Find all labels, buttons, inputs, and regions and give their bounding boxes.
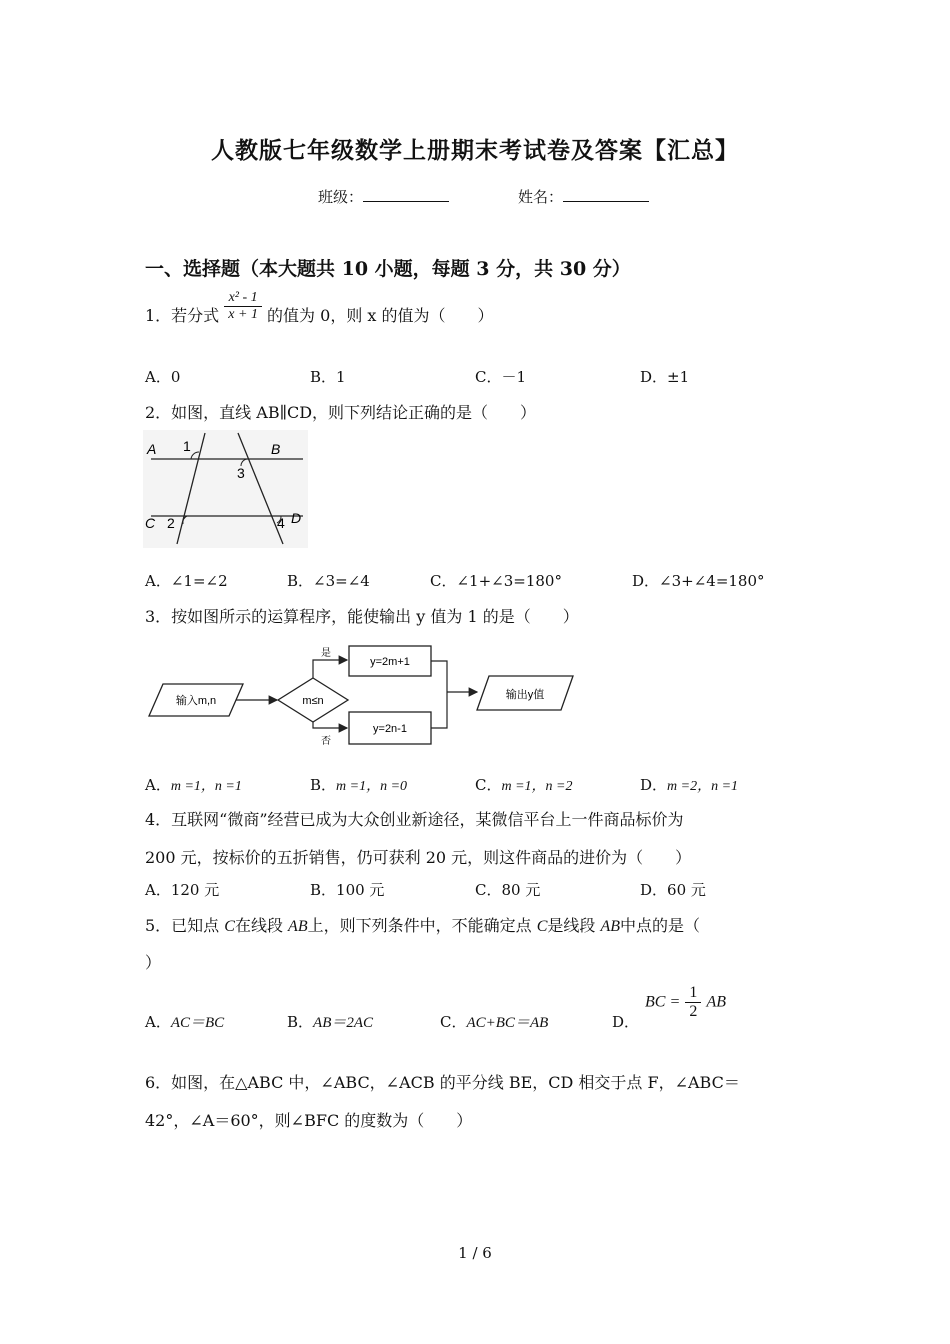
q3-option-b-letter: B． [310, 776, 337, 794]
q3-option-b-math: m =1，n =0 [336, 779, 408, 794]
q1-option-b[interactable]: B．1 [310, 368, 346, 386]
condition-label: m≤n [302, 695, 324, 707]
output-label: 输出y值 [505, 689, 545, 701]
q5-d-rhs: AB [706, 993, 726, 1011]
q2-option-b[interactable]: B．∠3=∠4 [287, 572, 370, 590]
q5-option-c-letter: C． [440, 1013, 467, 1031]
q4-option-d[interactable]: D．60 元 [640, 881, 706, 899]
q1-denominator: x + 1 [228, 307, 258, 322]
q2-option-a[interactable]: A．∠1=∠2 [145, 572, 228, 590]
q5-option-d-letter[interactable]: D． [612, 1013, 640, 1031]
q3-option-a-letter: A． [145, 776, 171, 794]
q4-option-c[interactable]: C．80 元 [475, 881, 541, 899]
q5-t3: 在线段 [234, 916, 289, 935]
q5-option-a-math: AC＝BC [170, 1015, 225, 1031]
label-2: 2 [167, 515, 175, 531]
label-4: 4 [277, 515, 285, 531]
q5-option-c-math: AC+BC＝AB [466, 1015, 549, 1031]
question-6-line-2: 42°，∠A＝60°，则∠BFC 的度数为（ ） [145, 1111, 473, 1130]
no-label: 否 [321, 736, 331, 747]
class-blank[interactable] [363, 187, 449, 202]
question-6-line-1: 6．如图，在△ABC 中，∠ABC，∠ACB 的平分线 BE，CD 相交于点 F，∠ABC＝ [145, 1073, 740, 1092]
section-heading: 一、选择题（本大题共 10 小题，每题 3 分，共 30 分） [145, 258, 631, 280]
label-3: 3 [237, 465, 245, 481]
q5-t5: 上，则下列条件中，不能确定点 [307, 916, 537, 935]
page-title: 人教版七年级数学上册期末考试卷及答案【汇总】 [211, 137, 739, 164]
q3-option-d[interactable] [640, 774, 738, 795]
name-field [518, 186, 649, 207]
q5-t8: AB [600, 918, 620, 935]
q5-d-numerator: 1 [685, 984, 701, 1003]
q1-prefix: 1．若分式 [145, 306, 220, 325]
question-3: 3．按如图所示的运算程序，能使输出 y 值为 1 的是（ ） [145, 607, 579, 626]
label-a: A [147, 441, 157, 457]
q5-option-b-letter: B． [287, 1013, 314, 1031]
q1-suffix: 的值为 0，则 x 的值为（ ） [267, 306, 494, 325]
q5-t6: C [536, 918, 548, 935]
question-1 [145, 290, 494, 326]
top-formula: y=2m+1 [370, 656, 410, 668]
label-b: B [271, 441, 281, 457]
question-4-line-2: 200 元，按标价的五折销售，仍可获利 20 元，则这件商品的进价为（ ） [145, 848, 692, 867]
q5-option-b-math: AB＝2AC [313, 1015, 374, 1031]
q5-option-a[interactable] [145, 1011, 224, 1032]
q2-option-c[interactable]: C．∠1+∠3=180° [430, 572, 562, 590]
q3-option-a[interactable] [145, 774, 242, 795]
q5-option-c[interactable] [440, 1011, 548, 1032]
q5-option-a-letter: A． [145, 1013, 171, 1031]
q5-option-d-math[interactable] [645, 984, 726, 1021]
q5-t4: AB [288, 918, 308, 935]
class-label: 班级： [318, 188, 364, 206]
q4-option-a[interactable]: A．120 元 [145, 881, 220, 899]
q3-option-d-math: m =2，n =1 [667, 779, 739, 794]
q3-option-a-math: m =1，n =1 [170, 779, 242, 794]
q3-option-c[interactable] [475, 774, 573, 795]
class-field [318, 186, 449, 207]
q3-option-b[interactable] [310, 774, 407, 795]
q5-option-b[interactable] [287, 1011, 373, 1032]
label-1: 1 [183, 438, 191, 454]
q1-option-d[interactable]: D．±1 [640, 368, 690, 386]
question-4-line-1: 4．互联网“微商”经营已成为大众创业新途径，某微信平台上一件商品标价为 [145, 810, 684, 829]
question-2: 2．如图，直线 AB∥CD，则下列结论正确的是（ ） [145, 403, 537, 422]
q5-d-fraction [685, 984, 701, 1021]
q5-t2: C [224, 918, 235, 935]
input-label: 输入m,n [175, 695, 217, 707]
q3-option-c-letter: C． [475, 776, 502, 794]
q1-option-a[interactable]: A．0 [145, 368, 181, 386]
bottom-formula: y=2n-1 [373, 723, 407, 735]
label-c: C [145, 515, 156, 531]
q4-option-b[interactable]: B．100 元 [310, 881, 385, 899]
q5-t1: 5．已知点 [145, 916, 225, 935]
name-blank[interactable] [563, 187, 649, 202]
q2-option-d[interactable]: D．∠3+∠4=180° [632, 572, 765, 590]
q5-d-denominator: 2 [689, 1003, 698, 1020]
q3-flowchart [143, 640, 578, 755]
q3-option-d-letter: D． [640, 776, 668, 794]
page-number: 1 / 6 [458, 1244, 492, 1262]
q1-option-c[interactable]: C．－1 [475, 368, 527, 386]
merge-lines [431, 661, 447, 728]
question-5-line-2: ） [145, 953, 162, 972]
q5-t9: 中点的是（ [620, 916, 701, 935]
yes-branch [313, 660, 347, 678]
q5-t7: 是线段 [547, 916, 601, 935]
q1-numerator: x² - 1 [224, 290, 262, 307]
q2-parallel-lines-figure [143, 430, 308, 548]
name-label: 姓名： [518, 188, 564, 206]
q3-option-c-math: m =1，n =2 [501, 779, 573, 794]
yes-label: 是 [321, 648, 331, 659]
q5-d-lhs: BC = [645, 993, 681, 1011]
label-d: D [291, 510, 302, 526]
no-branch [313, 722, 347, 728]
q1-fraction [224, 290, 262, 323]
question-5-line-1 [145, 913, 700, 936]
